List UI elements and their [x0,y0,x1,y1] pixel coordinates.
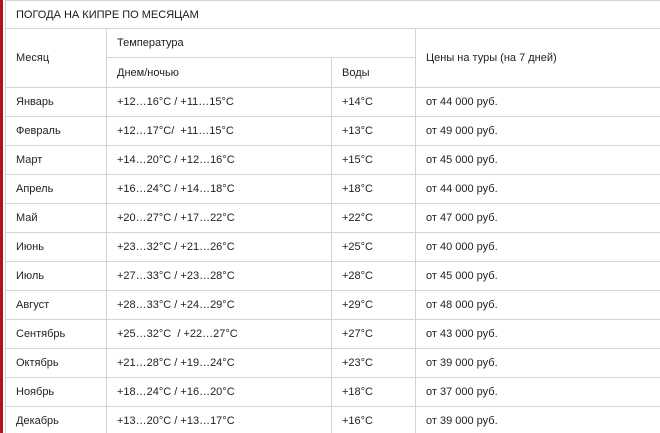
tour-price-cell: от 44 000 руб. [416,88,660,117]
header-water: Воды [332,58,416,88]
day-night-temp-cell: +28…33°C / +24…29°C [107,291,332,320]
table-row [6,146,660,175]
tour-price-cell: от 40 000 руб. [416,233,660,262]
day-night-temp-cell: +27…33°C / +23…28°C [107,262,332,291]
table-row [6,262,660,291]
day-night-temp-cell: +12…17°C/ +11…15°C [107,117,332,146]
table-row [6,320,660,349]
day-night-temp-cell: +18…24°C / +16…20°C [107,378,332,407]
water-temp-cell: +25°C [332,233,416,262]
month-cell: Октябрь [6,349,107,378]
header-month: Месяц [6,29,107,88]
table-row [6,88,660,117]
day-night-temp-cell: +13…20°C / +13…17°C [107,407,332,433]
tour-price-cell: от 49 000 руб. [416,117,660,146]
day-night-temp-cell: +23…32°C / +21…26°C [107,233,332,262]
tour-price-cell: от 43 000 руб. [416,320,660,349]
water-temp-cell: +16°C [332,407,416,433]
month-cell: Июль [6,262,107,291]
month-cell: Май [6,204,107,233]
table-row [6,175,660,204]
day-night-temp-cell: +20…27°C / +17…22°C [107,204,332,233]
water-temp-cell: +29°C [332,291,416,320]
water-temp-cell: +13°C [332,117,416,146]
water-temp-cell: +18°C [332,175,416,204]
table-row [6,407,660,433]
month-cell: Июнь [6,233,107,262]
month-cell: Февраль [6,117,107,146]
month-cell: Декабрь [6,407,107,433]
water-temp-cell: +18°C [332,378,416,407]
tour-price-cell: от 47 000 руб. [416,204,660,233]
tour-price-cell: от 48 000 руб. [416,291,660,320]
table-title: ПОГОДА НА КИПРЕ ПО МЕСЯЦАМ [6,1,660,29]
table-row [6,378,660,407]
header-row-1 [6,29,660,58]
day-night-temp-cell: +16…24°C / +14…18°C [107,175,332,204]
table-body [6,88,660,433]
water-temp-cell: +15°C [332,146,416,175]
day-night-temp-cell: +14…20°C / +12…16°C [107,146,332,175]
page-content [3,0,660,433]
water-temp-cell: +27°C [332,320,416,349]
tour-price-cell: от 44 000 руб. [416,175,660,204]
day-night-temp-cell: +12…16°C / +11…15°C [107,88,332,117]
day-night-temp-cell: +25…32°C / +22…27°C [107,320,332,349]
table-row [6,204,660,233]
tour-price-cell: от 39 000 руб. [416,349,660,378]
month-cell: Январь [6,88,107,117]
water-temp-cell: +23°C [332,349,416,378]
header-price: Цены на туры (на 7 дней) [416,29,660,88]
water-temp-cell: +28°C [332,262,416,291]
table-row [6,117,660,146]
table-row [6,349,660,378]
month-cell: Март [6,146,107,175]
month-cell: Апрель [6,175,107,204]
tour-price-cell: от 37 000 руб. [416,378,660,407]
water-temp-cell: +14°C [332,88,416,117]
table-row [6,291,660,320]
tour-price-cell: от 45 000 руб. [416,262,660,291]
water-temp-cell: +22°C [332,204,416,233]
header-day-night: Днем/ночью [107,58,332,88]
tour-price-cell: от 39 000 руб. [416,407,660,433]
month-cell: Август [6,291,107,320]
month-cell: Сентябрь [6,320,107,349]
weather-table [5,0,660,433]
table-row [6,233,660,262]
month-cell: Ноябрь [6,378,107,407]
header-temperature: Температура [107,29,416,58]
day-night-temp-cell: +21…28°C / +19…24°C [107,349,332,378]
tour-price-cell: от 45 000 руб. [416,146,660,175]
title-row [6,1,660,29]
